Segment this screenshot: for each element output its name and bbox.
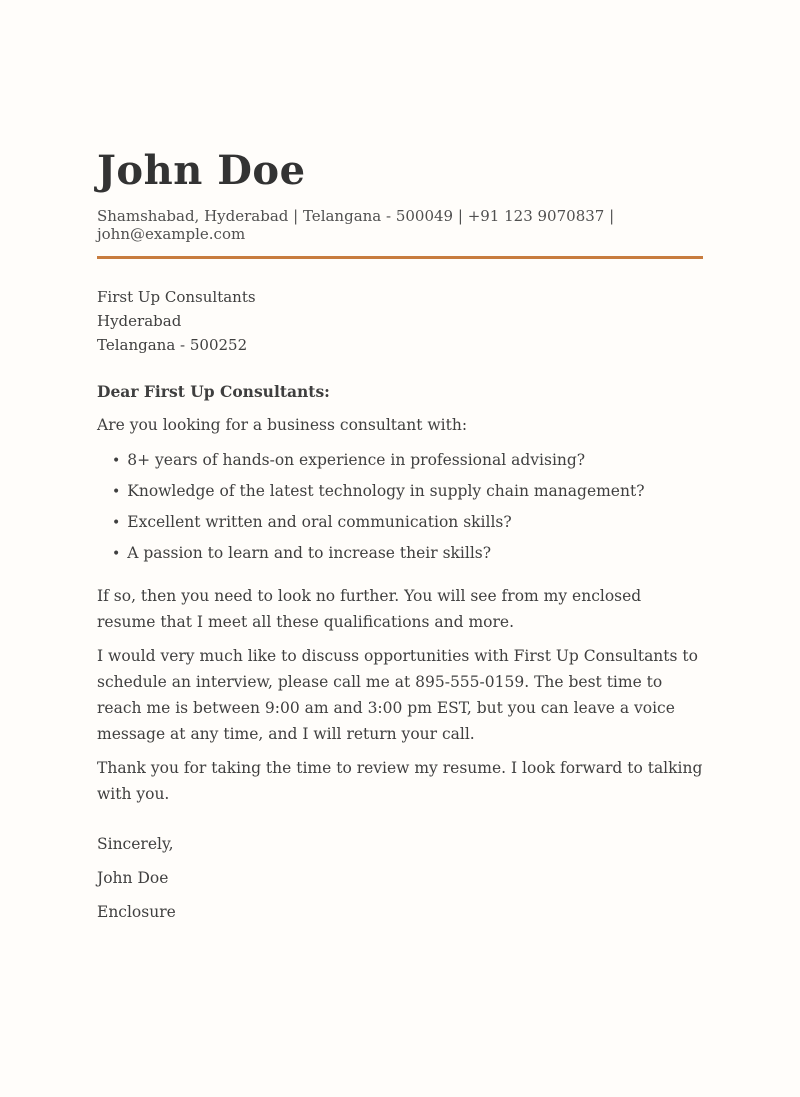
intro-line: Are you looking for a business consultant with: [97,416,468,434]
body-paragraph: If so, then you need to look no further. You will see from my enclosed resume that I meet all these qualifications and more. [97,587,642,631]
qualifications-list [97,447,703,567]
recipient-city: Hyderabad [97,312,182,330]
qualification-item: • Knowledge of the latest technology in supply chain management? [112,478,703,505]
salutation: Dear First Up Consultants: [97,382,330,401]
body-paragraph: Thank you for taking the time to review my resume. I look forward to talking with you. [97,759,703,803]
contact-line: Shamshabad, Hyderabad | Telangana - 500049 | +91 123 9070837 | john@example.com [97,207,703,259]
qualification-item: • 8+ years of hands-on experience in professional advising? [112,447,703,474]
closing-block [97,831,703,925]
qualification-item: • Excellent written and oral communication skills? [112,509,703,536]
qualification-item: • A passion to learn and to increase their skills? [112,540,703,567]
recipient-company: First Up Consultants [97,288,256,306]
recipient-address [97,285,703,357]
applicant-name: John Doe [97,147,306,194]
recipient-state-pin: Telangana - 500252 [97,336,248,354]
enclosure-note: Enclosure [97,903,176,921]
letter-header [97,148,703,259]
body-paragraph: I would very much like to discuss opportunities with First Up Consultants to schedule an interview, please call me at 895-555-0159. The best time to reach me is between 9:00 am and 3:00 pm EST, but you can leave a voice message at any time, and I will return your call. [97,647,698,743]
signature-name: John Doe [97,869,169,887]
valediction: Sincerely, [97,835,174,853]
